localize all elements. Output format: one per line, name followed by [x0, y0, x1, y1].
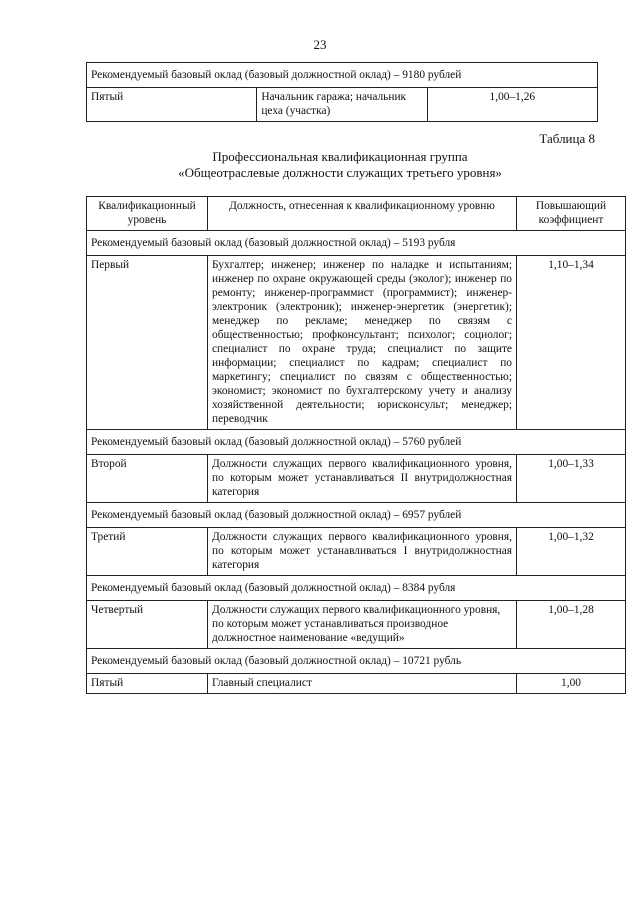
coefficient-cell: 1,10–1,34 [517, 256, 626, 430]
table-row [87, 256, 626, 430]
positions-cell: Должности служащих первого квалификационного уровня, по которым может устанавливаться I внутридолжностная категория [208, 528, 517, 576]
salary-text: Рекомендуемый базовый оклад (базовый должностной оклад) – 8384 рубля [87, 576, 626, 601]
salary-text: Рекомендуемый базовый оклад (базовый должностной оклад) – 10721 рубль [87, 649, 626, 674]
coefficient-cell: 1,00–1,32 [517, 528, 626, 576]
level-cell: Пятый [87, 674, 208, 694]
positions-cell: Должности служащих первого квалификационного уровня, по которым может устанавливаться производное должностное наименование «ведущий» [208, 601, 517, 649]
positions-cell: Бухгалтер; инженер; инженер по наладке и испытаниям; инженер по охране окружающей среды (эколог); инженер по ремонту; инженер-программист (программист); инженер-электроник (электроник); инженер-энергетик (энергетик); менеджер по рекламе; менеджер по связям с общественностью; профконсультант; психолог; социолог; специалист по охране труда; специалист по защите информации; специалист по кадрам; специалист по маркетингу; специалист по связям с общественностью; экономист; экономист по бухгалтерскому учету и анализу хозяйственной деятельности; юрисконсульт; менеджер; переводчик [208, 256, 517, 430]
coefficient-cell: 1,00–1,33 [517, 455, 626, 503]
group-title-line-2: «Общеотраслевые должности служащих третьего уровня» [178, 165, 502, 180]
level-cell: Первый [87, 256, 208, 430]
header-positions: Должность, отнесенная к квалификационному уровню [208, 197, 517, 231]
header-level: Квалификационный уровень [87, 197, 208, 231]
header-coefficient: Повышающий коэффициент [517, 197, 626, 231]
page-number: 23 [313, 37, 327, 52]
level-cell: Пятый [87, 88, 257, 122]
level-cell: Второй [87, 455, 208, 503]
level-cell: Четвертый [87, 601, 208, 649]
level-cell: Третий [87, 528, 208, 576]
qualification-table [86, 196, 626, 694]
table-row [87, 674, 626, 694]
positions-cell: Главный специалист [208, 674, 517, 694]
table-header-row [87, 197, 626, 231]
table-label: Таблица 8 [539, 131, 595, 146]
salary-text: Рекомендуемый базовый оклад (базовый должностной оклад) – 5760 рублей [87, 430, 626, 455]
table-row [87, 88, 598, 122]
table-row [87, 528, 626, 576]
coefficient-cell: 1,00–1,26 [427, 88, 597, 122]
positions-cell: Должности служащих первого квалификационного уровня, по которым может устанавливаться II внутридолжностная категория [208, 455, 517, 503]
salary-text: Рекомендуемый базовый оклад (базовый должностной оклад) – 9180 рублей [87, 63, 598, 88]
salary-row [87, 231, 626, 256]
salary-row [87, 576, 626, 601]
table-row [87, 455, 626, 503]
group-title [0, 149, 640, 181]
salary-row [87, 503, 626, 528]
table-row [87, 601, 626, 649]
salary-table-continued [86, 62, 598, 122]
salary-text: Рекомендуемый базовый оклад (базовый должностной оклад) – 6957 рублей [87, 503, 626, 528]
coefficient-cell: 1,00 [517, 674, 626, 694]
coefficient-cell: 1,00–1,28 [517, 601, 626, 649]
positions-cell: Начальник гаража; начальник цеха (участка) [257, 88, 427, 122]
salary-row [87, 649, 626, 674]
group-title-line-1: Профессиональная квалификационная группа [212, 149, 468, 164]
salary-text: Рекомендуемый базовый оклад (базовый должностной оклад) – 5193 рубля [87, 231, 626, 256]
salary-row [87, 430, 626, 455]
salary-row [87, 63, 598, 88]
